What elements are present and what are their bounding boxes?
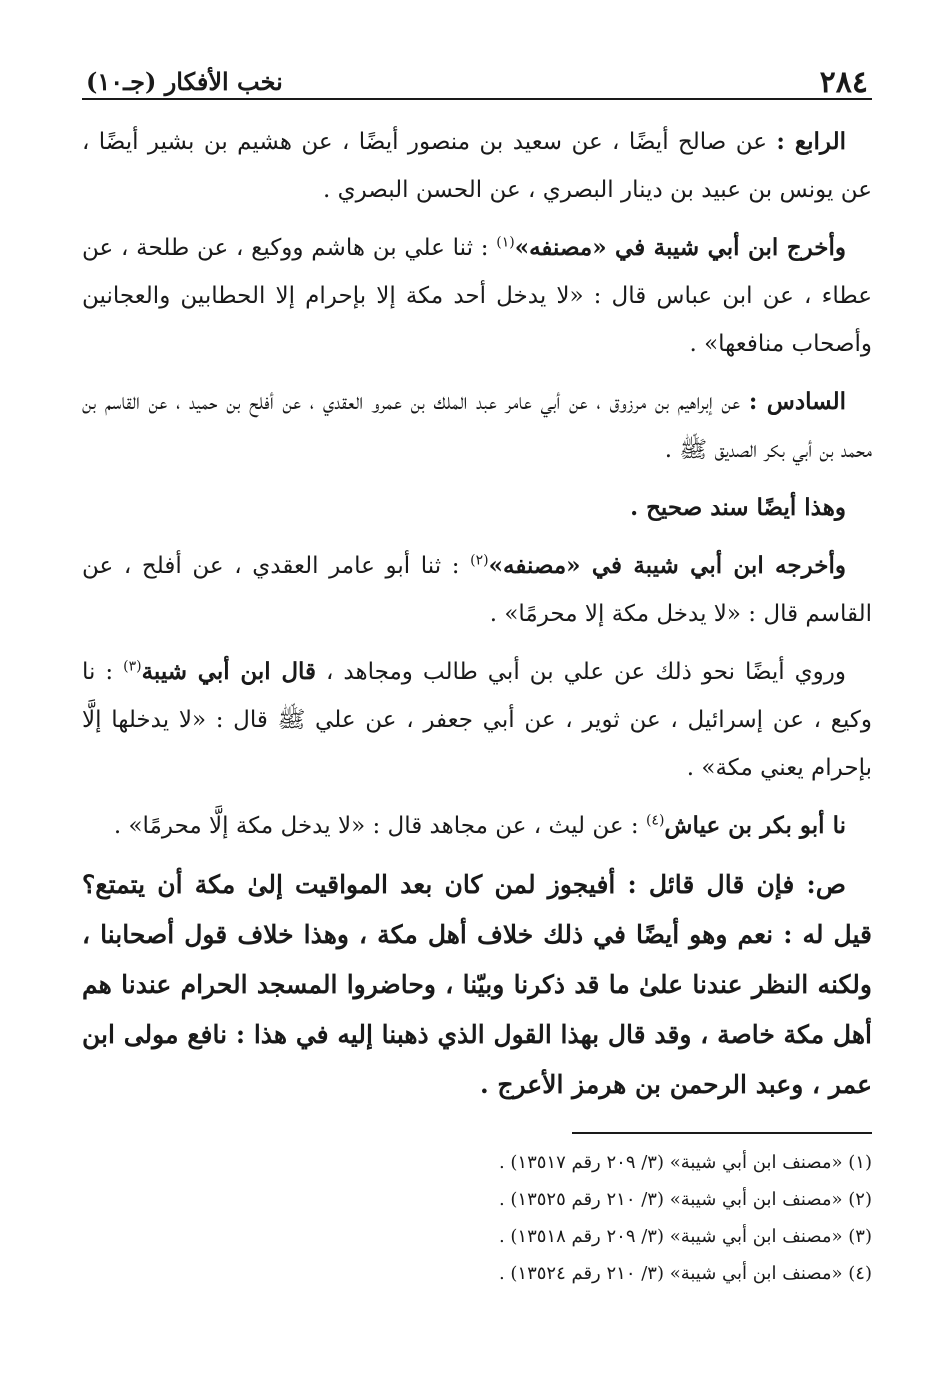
paragraph-sound-chain	[82, 484, 872, 532]
running-title: نخب الأفكار (جـ١٠)	[86, 67, 283, 96]
footnote-ref: (٣)	[123, 658, 142, 675]
paragraph-text: : ثنا أبو عامر العقدي ، عن أفلح ، عن القاسم قال : «لا يدخل مكة إلا محرمًا» .	[82, 553, 872, 627]
paragraph-ibn-abi-shayba-1	[82, 224, 872, 368]
paragraph-abu-bakr-ayyash	[82, 802, 872, 850]
footnotes-list	[82, 1144, 872, 1292]
footnote-divider	[572, 1132, 872, 1134]
book-page	[82, 50, 872, 1292]
footnote: (١) «مصنف ابن أبي شيبة» (٣/ ٢٠٩ رقم ١٣٥١٧) .	[498, 1152, 872, 1173]
paragraph-ali-mujahid	[82, 648, 872, 792]
footnote: (٣) «مصنف ابن أبي شيبة» (٣/ ٢٠٩ رقم ١٣٥١٨) .	[498, 1226, 872, 1247]
footnote: (٢) «مصنف ابن أبي شيبة» (٣/ ٢١٠ رقم ١٣٥٢٥) .	[498, 1189, 872, 1210]
footnote: (٤) «مصنف ابن أبي شيبة» (٣/ ٢١٠ رقم ١٣٥٢٤) .	[498, 1263, 872, 1284]
paragraph-lead: نا أبو بكر بن عياش	[664, 812, 846, 839]
paragraph-text: : ثنا علي بن هاشم ووكيع ، عن طلحة ، عن عطاء ، عن ابن عباس قال : «لا يدخل أحد مكة إلا بإحرام إلا الحطابين والعجانين وأصحاب منافعها» .	[82, 235, 872, 357]
footnote-ref: (٢)	[470, 552, 489, 569]
paragraph-text: : نا وكيع ، عن إسرائيل ، عن ثوير ، عن أبي جعفر ، عن علي ﷺ قال : «لا يدخلها إلَّا بإحرام يعني مكة» .	[82, 659, 872, 781]
paragraph-fourth-chain	[82, 118, 872, 214]
paragraph-lead: السادس :	[748, 388, 846, 415]
paragraph-text: : عن ليث ، عن مجاهد قال : «لا يدخل مكة إلَّا محرمًا» .	[113, 813, 646, 839]
paragraph-lead: وهذا أيضًا سند صحيح .	[630, 494, 846, 521]
paragraph-ibn-abi-shayba-2	[82, 542, 872, 638]
page-header	[82, 50, 872, 100]
paragraph-intro: وروي أيضًا نحو ذلك عن علي بن أبي طالب ومجاهد ،	[316, 659, 846, 685]
footnote-ref: (٤)	[645, 812, 665, 829]
paragraph-lead: وأخرج ابن أبي شيبة في «مصنفه»	[514, 234, 846, 261]
paragraph-text: عن صالح أيضًا ، عن سعيد بن منصور أيضًا ، عن هشيم بن بشير أيضًا ، عن يونس بن عبيد بن دينار البصري ، عن الحسن البصري .	[82, 129, 872, 203]
footnote-ref: (١)	[496, 234, 515, 251]
paragraph-text: عن إبراهيم بن مرزوق ، عن أبي عامر عبد الملك بن عمرو العقدي ، عن أفلح بن حميد ، عن القاسم بن محمد بن أبي بكر الصديق ﷺ .	[82, 389, 872, 463]
commentary-paragraph: ص: فإن قال قائل : أفيجوز لمن كان بعد المواقيت إلىٰ مكة أن يتمتع؟ قيل له : نعم وهو أيضًا في ذلك خلاف أهل مكة ، وهذا خلاف قول أصحابنا ، ولكنه النظر عندنا علىٰ ما قد ذكرنا وبيّنا ، وحاضروا المسجد الحرام عندنا هم أهل مكة خاصة ، وقد قال بهذا القول الذي ذهبنا إليه في هذا : نافع مولى ابن عمر ، وعبد الرحمن بن هرمز الأعرج .	[82, 870, 872, 1099]
paragraph-sixth-chain	[82, 378, 872, 474]
page-number: ٢٨٤	[819, 65, 868, 100]
paragraph-lead: الرابع :	[776, 128, 846, 155]
paragraph-lead: قال ابن أبي شيبة	[141, 658, 317, 685]
main-text	[82, 118, 872, 1110]
paragraph-lead: وأخرجه ابن أبي شيبة في «مصنفه»	[488, 552, 847, 579]
